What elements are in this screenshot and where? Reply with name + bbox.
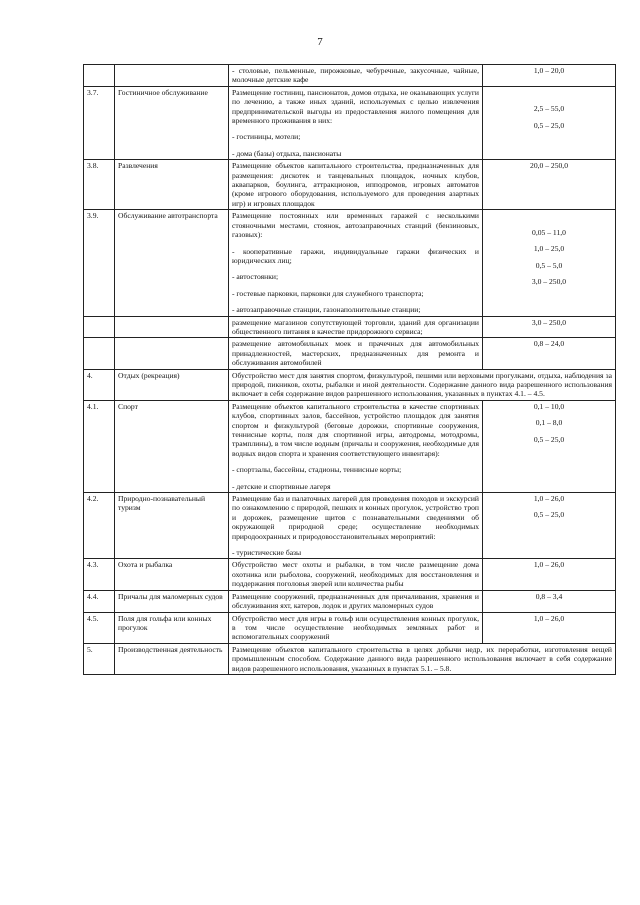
row-name [115,65,229,87]
row-description: Размещение объектов капитального строительства в целях добычи недр, их переработки, изготовления вещей промышленным способом. Содержание данного вида разрешенного использования включает в себя содержание видов разрешенного использования, указанных в пунктах 5.1. – 5.8. [229,643,616,674]
item-text: Обустройство мест для игры в гольф или осуществления конных прогулок, в том числе осуществление необходимых земляных работ и вспомогательных сооружений [232,613,479,642]
row-code: 4.2. [84,493,115,559]
row-description [229,65,483,87]
row-name: Отдых (рекреация) [115,369,229,400]
row-code: 4.1. [84,400,115,492]
row-description [229,612,483,643]
item-text: - кооперативные гаражи, индивидуальные гаражи физических и юридических лиц; [232,246,479,265]
item-text: Размещение объектов капитального строительства в качестве спортивных клубов, спортивных залов, бассейнов, устройство площадок для занятия спортом и физкультурой (беговые дорожки, спортивные сооружения, теннисные корты, поля для спортивной игры, автодромы, мотодромы, трамплины), в том числе водным (причалы и сооружения, необходимые для водных видов спорта и хранения соответствующего инвентаря): [232,401,479,458]
page-number: 7 [317,36,323,48]
table-row [84,160,616,210]
item-value: 0,8 – 24,0 [483,338,616,369]
item-text: - детские и спортивные лагеря [232,481,331,491]
table-row [84,210,616,316]
row-value-cell [483,493,616,559]
row-description [229,493,483,559]
row-description [229,559,483,590]
item-value: 2,5 – 55,0 [533,104,565,114]
row-code: 3.8. [84,160,115,210]
item-value: 0,8 – 3,4 [535,591,563,601]
row-name [115,316,229,338]
row-value-cell [483,160,616,210]
item-value: 0,05 – 11,0 [532,227,566,237]
row-description: размещение магазинов сопутствующей торговли, зданий для организации общественного питания в качестве придорожного сервиса; [229,316,483,338]
row-value-cell [483,590,616,612]
table-row [84,316,616,338]
item-text: - автостоянки; [232,272,279,282]
row-value-cell [483,86,616,159]
table-row [84,493,616,559]
item-text: Размещение объектов капитального строительства, предназначенных для размещения: дискотек и танцевальных площадок, ночных клубов, аквапарков, боулинга, аттракционов, ипподромов, игровых автоматов (кроме игрового оборудования, используемого для проведения азартных игр) и игровых площадок [232,161,479,208]
row-description: Обустройство мест для занятия спортом, физкультурой, пешими или верховыми прогулками, отдыха, наблюдения за природой, пикников, охоты, рыбалки и иной деятельности. Содержание данного вида разрешенного использования включает в себя содержание видов разрешенного использования, указанных в пунктах 4.1. – 4.5. [229,369,616,400]
item-text: - столовые, пельменные, пирожковые, чебуречные, закусочные, чайные, молочные детские кафе [232,66,479,85]
table-row [84,369,616,400]
row-value-cell [483,559,616,590]
row-code: 4. [84,369,115,400]
row-name [115,338,229,369]
row-description [229,86,483,159]
table-row [84,559,616,590]
row-code [84,338,115,369]
row-value-cell [483,400,616,492]
row-name: Природно-познавательный туризм [115,493,229,559]
item-value: 20,0 – 250,0 [530,161,568,171]
table-row [84,400,616,492]
row-code: 3.9. [84,210,115,316]
row-description [229,160,483,210]
row-code: 4.3. [84,559,115,590]
item-text: Размещение постоянных или временных гаражей с несколькими стояночными местами, стоянок, автозаправочных станций (бензиновых, газовых): [232,211,479,240]
table-row [84,86,616,159]
item-text: - туристические базы [232,548,302,558]
table-body [84,65,616,675]
item-value: 3,0 – 250,0 [531,276,567,286]
row-value-cell [483,210,616,316]
row-name: Охота и рыбалка [115,559,229,590]
item-text: - спортзалы, бассейны, стадионы, теннисные корты; [232,465,402,475]
table-row [84,612,616,643]
table-row [84,643,616,674]
row-code [84,316,115,338]
item-value: 3,0 – 250,0 [483,316,616,338]
row-value-cell [483,612,616,643]
item-value: 1,0 – 20,0 [533,66,565,75]
row-name: Причалы для маломерных судов [115,590,229,612]
row-code: 4.5. [84,612,115,643]
item-value: 1,0 – 26,0 [533,494,565,504]
row-description [229,400,483,492]
row-name: Обслуживание автотранспорта [115,210,229,316]
item-value: 0,5 – 5,0 [535,260,563,270]
item-value [486,211,612,220]
row-name: Поля для гольфа или конных прогулок [115,612,229,643]
row-description [229,210,483,316]
item-text: - дома (базы) отдыха, пансионаты [232,148,342,158]
item-value: 0,1 – 8,0 [535,418,563,428]
row-code: 5. [84,643,115,674]
row-name: Развлечения [115,160,229,210]
item-text: Размещение баз и палаточных лагерей для проведения походов и экскурсий по ознакомлению с природой, пешких и конных прогулок, устройство троп и дорожек, размещение щитов с познавательными сведениями об окружающей природной среде; осуществление необходимых природоохранных и природовосстановительных мероприятий: [232,494,479,541]
row-code [84,65,115,87]
row-name: Гостиничное обслуживание [115,86,229,159]
item-value: 0,5 – 25,0 [533,120,565,130]
row-description [229,590,483,612]
row-code: 4.4. [84,590,115,612]
item-value: 1,0 – 26,0 [533,560,565,570]
table-row [84,338,616,369]
row-name: Спорт [115,400,229,492]
item-text: - гостевые парковки, парковки для служебного транспорта; [232,288,424,298]
item-text: - гостиницы, мотели; [232,132,301,142]
table-row [84,65,616,87]
item-value: 0,5 – 25,0 [533,434,565,444]
row-code: 3.7. [84,86,115,159]
item-value: 0,1 – 10,0 [533,401,565,411]
land-use-table [83,64,616,675]
item-value: 0,5 – 25,0 [533,510,565,520]
row-description: размещение автомобильных моек и прачечных для автомобильных принадлежностей, мастерских, предназначенных для ремонта и обслуживания автомобилей [229,338,483,369]
row-value-cell [483,65,616,87]
item-value [486,88,612,97]
item-text: Размещение сооружений, предназначенных для причаливания, хранения и обслуживания яхт, катеров, лодок и других маломерных судов [232,591,479,611]
row-name: Производственная деятельность [115,643,229,674]
item-text: Размещение гостиниц, пансионатов, домов отдыха, не оказывающих услуги по лечению, а также иных зданий, используемых с целью извлечения предпринимательской выгоды из предоставления жилого помещения для временного проживания в них: [232,87,479,126]
item-value: 1,0 – 26,0 [533,613,565,623]
item-value: 1,0 – 25,0 [533,244,565,254]
item-text: - автозаправочные станции, газонаполнительные станции; [232,305,421,315]
table-row [84,590,616,612]
item-text: Обустройство мест охоты и рыбалки, в том числе размещение дома охотника или рыболова, сооружений, необходимых для восстановления и поддержания поголовья зверей или количества рыбы [232,560,479,589]
